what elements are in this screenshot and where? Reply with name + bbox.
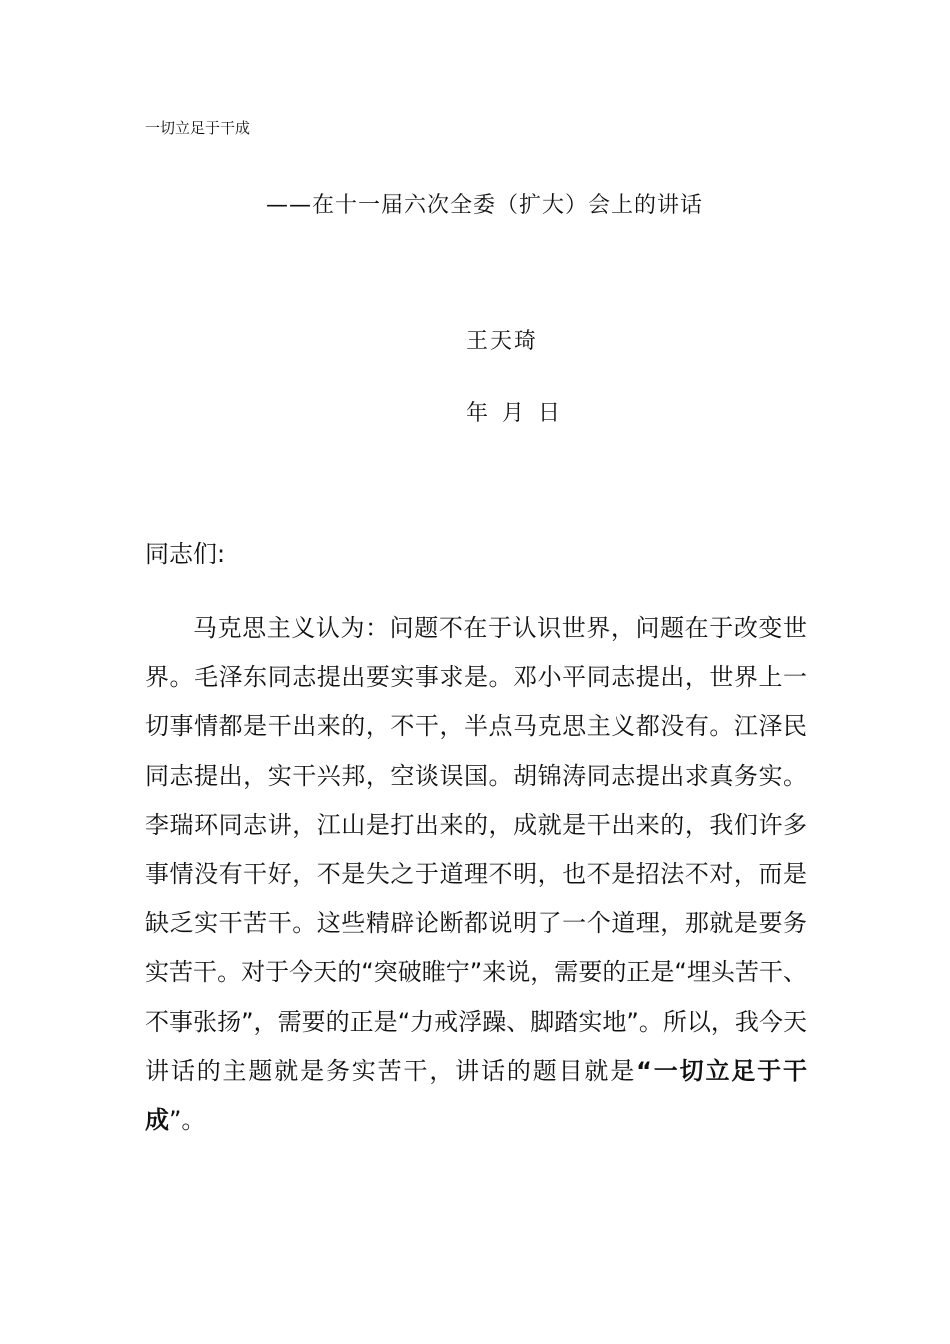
paragraph-main-text: 马克思主义认为：问题不在于认识世界，问题在于改变世界。毛泽东同志提出要实事求是。邓小平同志提出，世界上一切事情都是干出来的，不干，半点马克思主义都没有。江泽民同志提出，实干兴邦，空谈误国。胡锦涛同志提出求真务实。李瑞环同志讲，江山是打出来的，成就是干出来的，我们许多事情没有干好，不是失之于道理不明，也不是招法不对，而是缺乏实干苦干。这些精辟论断都说明了一个道理，那就是要务实苦干。对于今天的“突破睢宁”来说，需要的正是“埋头苦干、不事张扬”，需要的正是“力戒浮躁、脚踏实地”。所以，我今天讲话的主题就是务实苦干，讲话的题目就是: [145, 614, 807, 1085]
author-name: 王天琦: [466, 329, 539, 354]
body-paragraph: [145, 604, 807, 1145]
paragraph-emphasis-text: “一切立足于干成: [145, 1056, 807, 1135]
paragraph-end-text: ”。: [169, 1106, 206, 1135]
speech-subtitle: ——在十一届六次全委（扩大）会上的讲话: [266, 193, 704, 218]
header-title: 一切立足于干成: [145, 119, 251, 137]
date-line: 年 月 日: [466, 401, 560, 426]
salutation: 同志们:: [145, 540, 226, 568]
